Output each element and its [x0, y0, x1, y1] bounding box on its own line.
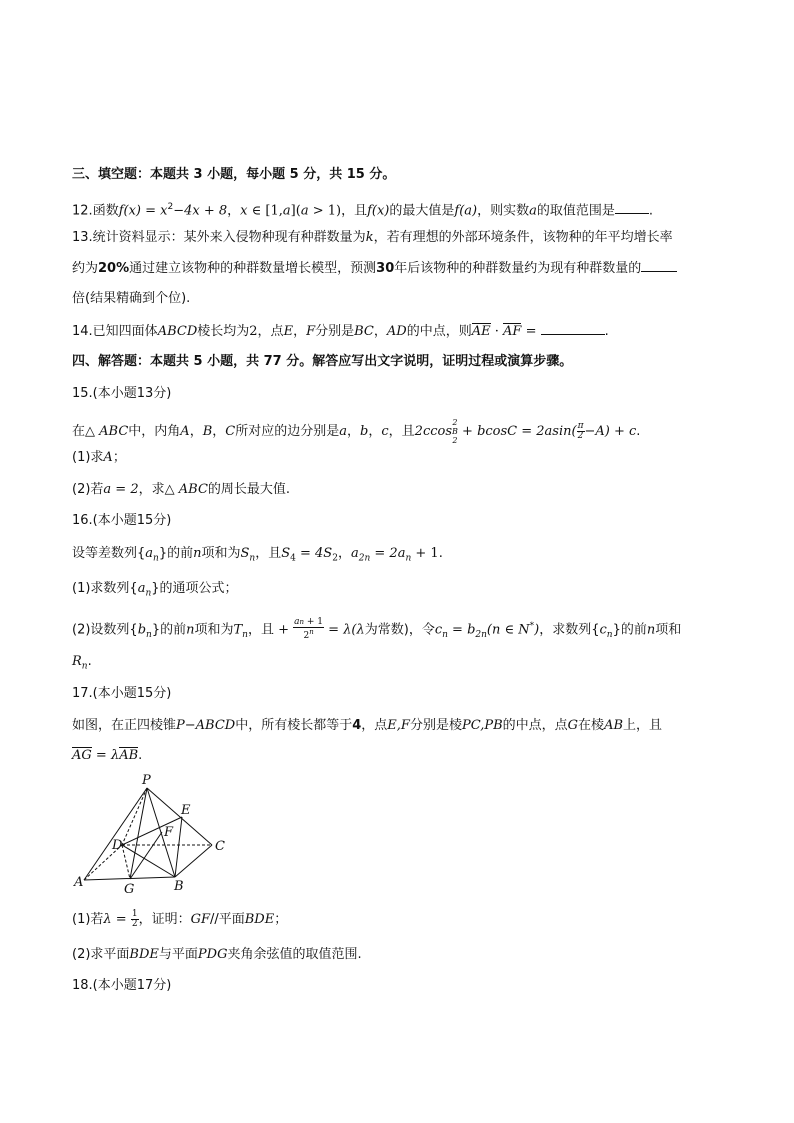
- q15-fraction-pi-half: [577, 422, 585, 441]
- label-e: E: [181, 803, 191, 818]
- pyramid-figure: [72, 772, 242, 894]
- edge-be: [175, 817, 182, 877]
- q15-math: B: [202, 424, 213, 439]
- question-13-line-1: [72, 229, 673, 247]
- q14-math: F: [306, 324, 316, 339]
- q17-fraction-half: [131, 910, 139, 929]
- q15-text: ，求: [138, 482, 165, 497]
- q12-number: 12.: [72, 203, 93, 219]
- q14-text: 14.已知四面体: [72, 324, 158, 339]
- q14-vector-af: AF: [503, 324, 522, 339]
- q13-text: 年后该物种的种群数量约为现有种群数量的: [394, 261, 642, 276]
- q16-text: }的通项公式；: [151, 581, 238, 596]
- q17-heading: 17.(本小题15分): [72, 686, 172, 701]
- q13-text: ，若有理想的外部环境条件，该物种的年平均增长率: [373, 230, 673, 245]
- q16-sub: 2: [332, 553, 338, 564]
- q16-math: n: [193, 546, 202, 561]
- label-p: P: [142, 773, 151, 788]
- q15-math: A: [180, 424, 190, 439]
- q14-text: ，: [293, 324, 307, 339]
- q12-math: > 1): [308, 203, 342, 219]
- q14-text: .: [604, 324, 609, 339]
- q17-statement-1: [72, 717, 662, 735]
- q17-text: 中，所有棱长都等于: [235, 718, 353, 733]
- q13-math: k: [365, 230, 374, 245]
- section3-heading: 三、填空题：本题共 3 小题，每小题 5 分，共 15 分。: [72, 167, 396, 182]
- q17-frac-den: 2: [131, 919, 138, 929]
- q16-text: }的前: [151, 622, 187, 638]
- q12-text: .: [648, 203, 654, 219]
- q16-text: .: [438, 546, 443, 561]
- q17-math: PDG: [197, 947, 228, 962]
- label-a: A: [74, 875, 84, 890]
- question-13-line-2: [72, 259, 677, 278]
- q15-text: 的周长最大值.: [207, 482, 291, 497]
- q12-text: 的取值范围是: [536, 203, 615, 219]
- q15-text: 中，内角: [128, 424, 181, 439]
- q12-math: x: [240, 203, 248, 219]
- q16-text: ，求数列{: [539, 622, 600, 638]
- q16-sub: 2n: [475, 629, 487, 640]
- q16-math: c: [599, 622, 607, 638]
- q17-math: BDE: [244, 912, 275, 927]
- q16-text: ，且: [247, 622, 274, 638]
- q15-math: a: [339, 424, 348, 439]
- question-14: [72, 322, 609, 341]
- q12-math: ](: [290, 203, 301, 219]
- q13-text: 13.统计资料显示：某外来入侵物种现有种群数量为: [72, 230, 366, 245]
- q17-text: 的中点，点: [502, 718, 568, 733]
- q16-frac-num: a: [294, 617, 300, 628]
- q16-math: = 2a: [370, 546, 406, 561]
- q13-text: 约为: [72, 261, 99, 276]
- q17-text: ，点: [361, 718, 388, 733]
- q16-math: = 4S: [295, 546, 333, 561]
- q15-frac-den: 2: [452, 436, 458, 445]
- q16-math: c: [434, 622, 443, 638]
- q15-text: (1)求: [72, 450, 104, 465]
- q16-text: ，且: [255, 546, 282, 561]
- q16-text: }的前: [158, 546, 194, 561]
- q16-text: 为常数)，令: [364, 622, 435, 638]
- q12-math: a: [282, 203, 291, 219]
- q17-text: 夹角余弦值的取值范围.: [227, 947, 362, 962]
- q15-heading: 15.(本小题13分): [72, 386, 172, 401]
- q16-sub: n: [299, 618, 305, 627]
- q16-math: = b: [447, 622, 476, 638]
- q14-math: 2: [249, 324, 258, 339]
- q15-text: ，且: [388, 424, 415, 439]
- q16-math: T: [233, 622, 243, 638]
- q16-math: +: [273, 622, 294, 638]
- q14-math: ·: [490, 324, 504, 339]
- q12-text: ，则实数: [477, 203, 530, 219]
- q15-text: 在: [72, 424, 86, 439]
- q15-math: c: [381, 424, 389, 439]
- q17-math: AB: [604, 718, 624, 733]
- q17-text: 在棱: [578, 718, 605, 733]
- q17-math: 4: [352, 718, 362, 733]
- q16-math: R: [72, 654, 82, 669]
- section4-heading: 四、解答题：本题共 5 小题，共 77 分。解答应写出文字说明，证明过程或演算步骤。: [72, 354, 573, 369]
- q14-text: ，点: [257, 324, 284, 339]
- q16-sub: n: [442, 629, 448, 640]
- q13-text: 通过建立该物种的种群数量增长模型，预测: [129, 261, 377, 276]
- q12-text: ，: [227, 203, 241, 219]
- q16-math: a: [137, 581, 146, 596]
- q17-math: λ =: [103, 912, 131, 927]
- q15-frac-num: π: [577, 421, 584, 431]
- q14-text: 的中点，则: [406, 324, 472, 339]
- q16-sub: 2n: [358, 553, 371, 564]
- q17-math: E,F: [387, 718, 410, 733]
- q17-part-1: [72, 910, 287, 929]
- q14-math: ABCD: [157, 324, 198, 339]
- edge-ab: [84, 877, 175, 880]
- q16-sub: n: [153, 553, 159, 564]
- edge-pd: [122, 788, 147, 845]
- q14-math: E: [283, 324, 294, 339]
- q12-math: f(a): [454, 203, 478, 219]
- q17-math: PC,PB: [461, 718, 503, 733]
- q15-math: △ ABC: [85, 424, 129, 439]
- q15-math: C: [225, 424, 236, 439]
- q17-math: P−ABCD: [176, 718, 236, 733]
- q16-text: .: [87, 654, 92, 669]
- q16-sub: n: [249, 553, 256, 564]
- q15-statement: [72, 418, 640, 445]
- q15-math: △ ABC: [164, 482, 208, 497]
- q16-part-1: [72, 580, 238, 603]
- q14-text: ，: [373, 324, 387, 339]
- q16-math: ): [534, 622, 540, 638]
- q15-text: 所对应的边分别是: [235, 424, 340, 439]
- q16-text: (2)设数列{: [72, 622, 138, 638]
- q17-text: 如图，在正四棱锥: [72, 718, 177, 733]
- q17-part-2: [72, 946, 362, 964]
- label-g: G: [124, 882, 135, 894]
- question-13-line-3: 倍(结果精确到个位).: [72, 291, 191, 306]
- q16-sub: n: [145, 588, 152, 599]
- q13-answer-blank: [641, 259, 677, 272]
- q16-text: }的前: [612, 622, 647, 638]
- q17-statement-2: [72, 747, 142, 765]
- q16-sub: n: [242, 629, 248, 640]
- q12-text: 的最大值是: [389, 203, 455, 219]
- q14-math: =: [521, 324, 541, 339]
- q15-text: ，: [347, 424, 361, 439]
- q16-heading: 16.(本小题15分): [72, 513, 172, 528]
- label-c: C: [215, 839, 225, 854]
- q17-text: (2)求平面: [72, 947, 130, 962]
- q17-text: .: [138, 748, 143, 763]
- q12-math: ∈ [1,: [247, 203, 283, 219]
- q15-frac-num: B: [452, 427, 458, 436]
- q16-text: (1)求数列{: [72, 581, 138, 596]
- q15-math: a = 2: [103, 482, 139, 497]
- q16-math: S: [281, 546, 291, 561]
- edge-pa: [84, 788, 147, 880]
- edge-db: [122, 845, 175, 877]
- q16-sub: n: [405, 553, 412, 564]
- q16-text: 设等差数列{: [72, 546, 146, 561]
- q15-math: A: [103, 450, 113, 465]
- q16-text: 项和: [655, 622, 682, 638]
- q12-exp: 2: [167, 202, 174, 212]
- q17-frac-num: 1: [131, 909, 138, 919]
- label-d: D: [112, 838, 123, 853]
- q17-math: BDE: [129, 947, 159, 962]
- q16-sup: *: [529, 621, 535, 631]
- q16-math: (n ∈ N: [486, 622, 530, 638]
- q15-exp: 2: [452, 418, 458, 427]
- q15-math: 2ccos: [414, 424, 453, 439]
- q16-statement: [72, 545, 443, 568]
- q17-text: ，证明：: [138, 912, 191, 927]
- q16-sub: 4: [290, 553, 296, 564]
- q17-math: = λ: [91, 748, 120, 763]
- q16-text: ，: [337, 546, 351, 561]
- q12-text: ，且: [341, 203, 368, 219]
- q17-math: GF: [190, 912, 210, 927]
- q16-frac-num: + 1: [304, 617, 324, 628]
- q14-math: BC: [354, 324, 374, 339]
- q16-math: a: [145, 546, 154, 561]
- q16-sup: n: [309, 628, 314, 637]
- label-b: B: [174, 879, 184, 894]
- q12-text: 函数: [92, 203, 119, 219]
- q15-frac-den: 2: [577, 431, 584, 441]
- q14-math: AD: [386, 324, 407, 339]
- q12-answer-blank: [615, 201, 649, 214]
- q12-math: a: [529, 203, 537, 219]
- q16-math: S: [240, 546, 250, 561]
- q16-math: + 1: [411, 546, 439, 561]
- q15-part-1: [72, 449, 126, 467]
- q16-math: b: [137, 622, 147, 638]
- question-12: [72, 198, 653, 220]
- q16-math: = λ(λ: [324, 622, 365, 638]
- q16-math: n: [646, 622, 656, 638]
- q15-text: ；: [112, 450, 126, 465]
- q14-text: 棱长均为: [197, 324, 250, 339]
- q17-text: //平面: [209, 912, 245, 927]
- q14-answer-blank: [541, 322, 605, 335]
- q15-text: .: [636, 424, 641, 439]
- q16-frac-den: 2: [303, 631, 310, 642]
- q16-text: 项和为: [201, 546, 241, 561]
- q14-vector-ae: AE: [471, 324, 491, 339]
- q15-text: ，: [189, 424, 203, 439]
- q16-sub: n: [606, 629, 613, 640]
- edge-bc: [175, 845, 212, 877]
- q16-sub: n: [146, 629, 152, 640]
- q15-part-2: [72, 481, 290, 499]
- q15-math: + bcosC = 2asin(: [457, 424, 577, 439]
- q17-text: 上，且: [623, 718, 663, 733]
- q16-sub: n: [81, 661, 88, 672]
- q15-text: ，: [368, 424, 382, 439]
- q12-math: −4x + 8: [173, 203, 228, 219]
- q13-math: 20%: [98, 261, 130, 276]
- q15-text: ，: [212, 424, 226, 439]
- q15-math: −A) + c: [584, 424, 637, 439]
- q16-part-2: [72, 617, 681, 644]
- q14-text: 分别是: [315, 324, 355, 339]
- edge-dg: [122, 845, 130, 879]
- q15-math: b: [360, 424, 369, 439]
- q18-heading: 18.(本小题17分): [72, 978, 172, 993]
- q17-text: ；: [274, 912, 288, 927]
- q12-math: f(x): [367, 203, 390, 219]
- q17-text: 与平面: [158, 947, 198, 962]
- q16-part-2-cont: [72, 653, 92, 676]
- q16-fraction: [293, 618, 324, 641]
- q17-vector-ab: AB: [119, 748, 139, 763]
- q17-math: G: [567, 718, 579, 733]
- label-f: F: [164, 825, 174, 840]
- q16-math: a: [350, 546, 359, 561]
- q17-text: (1)若: [72, 912, 104, 927]
- q17-text: 分别是棱: [409, 718, 462, 733]
- q17-vector-ag: AG: [72, 748, 92, 763]
- q16-math: n: [186, 622, 195, 638]
- q16-text: 项和为: [194, 622, 234, 638]
- q12-math: f(x) = x: [118, 203, 168, 219]
- edge-pg: [130, 788, 147, 879]
- q13-math: 30: [376, 261, 395, 276]
- q12-math: a: [300, 203, 309, 219]
- q15-text: (2)若: [72, 482, 104, 497]
